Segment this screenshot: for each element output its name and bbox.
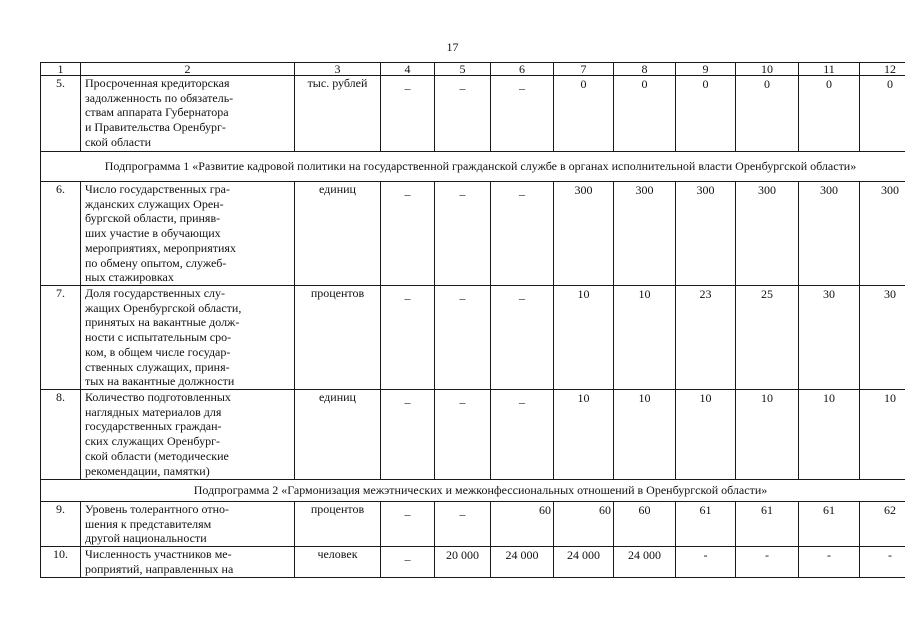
value: 0 [641,77,648,91]
subprogram-title: Подпрограмма 2 «Гармонизация межэтнических и межконфессиональных отношений в Оренбургской области» [41,480,905,502]
value-cell [799,182,860,286]
row-number: 6. [41,182,81,286]
value-cell [614,547,676,577]
value-cell [799,286,860,390]
value: 10 [638,391,651,405]
value-cell [736,502,799,547]
value-cell [614,182,676,286]
value: 300 [758,183,776,197]
value-cell [860,286,905,390]
header-cell: 10 [736,63,799,76]
value-cell [676,286,736,390]
indicator-name-line: ской области [85,134,152,149]
unit: человек [295,547,381,577]
value-cell [676,76,736,152]
indicator-name-line: наглядных материалов для [85,404,222,419]
value-cell [676,547,736,577]
value: 25 [761,287,773,301]
value-cell [381,547,435,577]
value: – [404,187,411,201]
indicator-name [81,502,295,547]
value-cell [799,76,860,152]
value-cell [381,182,435,286]
value: 0 [826,77,832,91]
value: 60 [539,503,551,517]
indicator-name-line: Уровень толерантного отно- [85,502,230,516]
value-cell [381,390,435,480]
value: 10 [577,287,590,301]
header-cell: 5 [435,63,491,76]
value-cell [860,547,905,577]
row-number: 5. [41,76,81,152]
value: 10 [638,287,651,301]
indicators-table [40,62,905,578]
value: 300 [635,183,654,197]
value: - [703,548,708,563]
table-row [41,390,905,480]
value: 0 [580,77,587,91]
value: – [519,81,525,95]
table-row [41,182,905,286]
indicator-name-line: Доля государственных слу- [85,286,226,300]
indicator-name-line: ности с испытательным сро- [85,330,232,345]
indicator-name [81,182,295,286]
value-cell [736,76,799,152]
value-cell [799,547,860,577]
value-cell [491,502,554,547]
value-cell [676,502,736,547]
indicator-name-line: государственных граждан- [85,419,222,434]
value: 0 [702,77,709,91]
value: 300 [696,183,715,197]
value: - [765,548,769,563]
value-cell [435,390,491,480]
value-cell [736,547,799,577]
indicator-name [81,76,295,152]
value: – [404,395,411,409]
value-cell [491,547,554,577]
value: 24 000 [505,548,539,563]
header-cell: 12 [860,63,905,76]
header-cell: 11 [799,63,860,76]
row-number: 7. [41,286,81,390]
value: 300 [574,183,593,197]
value-cell [614,390,676,480]
value-cell [676,390,736,480]
indicator-name [81,286,295,390]
indicator-name-line: Количество подготовленных [85,390,231,404]
value-cell [614,76,676,152]
value: – [459,291,466,305]
table-header-row [41,63,905,76]
value-cell [491,182,554,286]
indicator-name-line: и Правительства Оренбург- [85,120,226,135]
indicator-name-line: принятых на вакантные долж- [85,315,240,330]
value: 0 [887,77,893,91]
value: 20 000 [446,548,479,563]
value-cell [614,502,676,547]
row-number: 10. [41,547,81,577]
value-cell [491,286,554,390]
value: – [404,81,411,95]
table-row [41,286,905,390]
value-cell [435,502,491,547]
indicator-name-line: Просроченная кредиторская [85,76,230,90]
indicator-name-line: роприятий, направленных на [85,561,234,576]
indicator-name-line: Число государственных гра- [85,182,230,196]
indicator-name-line: Численность участников ме- [85,547,232,562]
unit: единиц [295,182,381,286]
value: 10 [823,391,835,405]
value-cell [614,286,676,390]
value-cell [554,502,614,547]
header-cell: 9 [676,63,736,76]
value: 60 [599,503,611,517]
value-cell [554,547,614,577]
unit: процентов [295,286,381,390]
value-cell [554,182,614,286]
row-number: 9. [41,502,81,547]
indicator-name-line: тых на вакантные должности [85,374,235,389]
value-cell [554,390,614,480]
subprogram-row [41,152,905,182]
value: 10 [884,391,896,405]
value: 30 [884,287,896,301]
indicator-name-line: ствам аппарата Губернатора [85,105,229,120]
value-cell [860,502,905,547]
value: 24 000 [567,548,600,563]
value: 300 [820,183,838,197]
value: – [459,507,466,521]
value-cell [554,76,614,152]
value-cell [435,286,491,390]
row-number: 8. [41,390,81,480]
value: 300 [881,183,899,197]
header-cell: 4 [381,63,435,76]
value: – [459,187,466,201]
value: 10 [577,391,590,405]
value: 62 [884,503,896,517]
value-cell [736,286,799,390]
indicator-name-line: другой национальности [85,531,207,546]
indicator-name-line: жащих Оренбургской области, [85,300,242,315]
header-cell: 3 [295,63,381,76]
indicator-name-line: ных стажировках [85,270,174,285]
unit: тыс. рублей [295,76,381,152]
indicator-name-line: ской области (методические [85,448,229,463]
value-cell [491,390,554,480]
value-cell [860,390,905,480]
indicator-name-line: бургской области, приняв- [85,211,221,226]
indicator-name-line: ших участие в обучающих [85,226,221,241]
indicator-name-line: задолженность по обязатель- [85,90,234,105]
table-row [41,76,905,152]
header-cell: 7 [554,63,614,76]
value-cell [736,390,799,480]
value-cell [381,286,435,390]
value: 10 [699,391,712,405]
value-cell [491,76,554,152]
value: – [459,81,466,95]
value: 23 [699,287,712,301]
value: – [404,552,411,567]
value: 0 [764,77,770,91]
value: 61 [761,503,773,517]
unit: единиц [295,390,381,480]
value-cell [435,76,491,152]
header-cell: 1 [41,63,81,76]
value-cell [676,182,736,286]
indicator-name-line: жданских служащих Орен- [85,196,224,211]
value: 24 000 [628,548,661,563]
subprogram-row [41,480,905,502]
value: 61 [699,503,712,517]
value: – [404,291,411,305]
indicator-name-line: шения к представителям [85,516,212,531]
value: – [519,395,525,409]
value: 30 [823,287,835,301]
value-cell [799,390,860,480]
subprogram-title: Подпрограмма 1 «Развитие кадровой политики на государственной гражданской службе в органах исполнительной власти Оренбургской области» [41,152,905,182]
header-cell: 8 [614,63,676,76]
value-cell [860,76,905,152]
header-cell: 2 [81,63,295,76]
value-cell [736,182,799,286]
value-cell [435,547,491,577]
value: - [827,548,831,563]
value-cell [860,182,905,286]
value-cell [554,286,614,390]
value: – [404,507,411,521]
value-cell [381,502,435,547]
value: – [459,395,466,409]
value-cell [435,182,491,286]
value: 61 [823,503,835,517]
table-row [41,547,905,577]
page-number: 17 [446,40,459,54]
value: - [888,548,892,563]
unit: процентов [295,502,381,547]
indicator-name [81,390,295,480]
table-row [41,502,905,547]
value: – [519,187,525,201]
header-cell: 6 [491,63,554,76]
indicator-name [81,547,295,577]
indicator-name-line: ком, в общем числе государ- [85,344,231,359]
value: – [519,291,525,305]
indicator-name-line: ских служащих Оренбург- [85,434,220,449]
indicator-name-line: мероприятиях, мероприятиях [85,240,236,255]
value: 60 [638,503,651,517]
value: 10 [761,391,773,405]
value-cell [799,502,860,547]
indicator-name-line: ственных служащих, приня- [85,359,230,374]
value-cell [381,76,435,152]
indicator-name-line: рекомендации, памятки) [85,463,210,478]
indicator-name-line: по обмену опытом, служеб- [85,255,227,270]
